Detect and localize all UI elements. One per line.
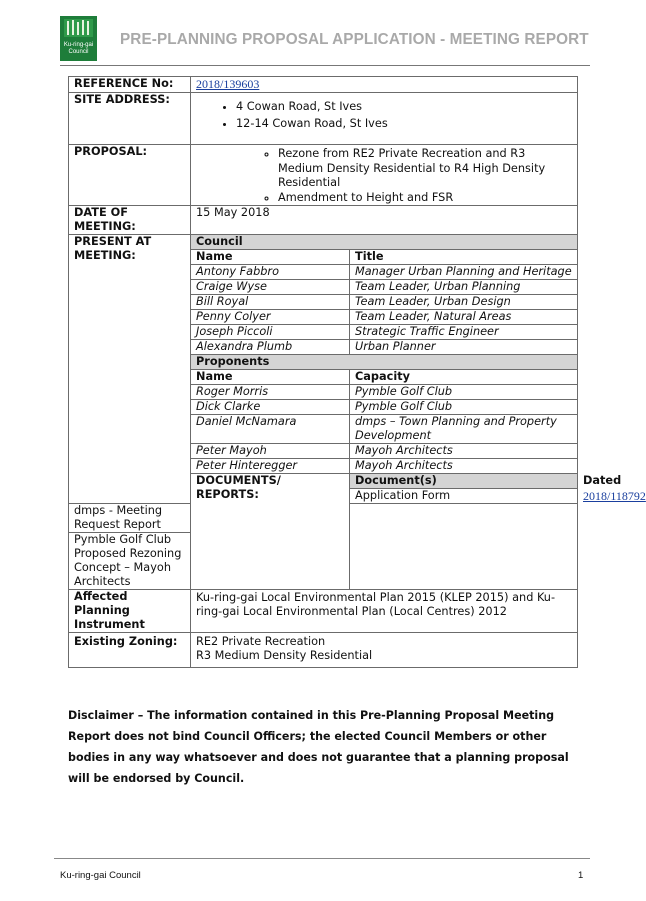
existing-zoning-label: Existing Zoning: xyxy=(69,633,191,668)
disclaimer-text: Disclaimer – The information contained in this Pre-Planning Proposal Meeting Report does not bind Council Officers; the elected Council Members or other bodies in any way whatsoever and does not guarantee that a planning proposal will be endorsed by Council. xyxy=(68,709,569,785)
meeting-report-table: REFERENCE No: 2018/139603 SITE ADDRESS: • 4 Cowan Road, St Ives • 12-14 Cowan Road, St Ives PROPOSAL: ◦ Rezone from RE2 Private Recreation and R3 Medium Density Residential to R4 High Density Residential ◦ Amendment to Height and FSR DATE OF MEETING: 15 May 2018 PRESENT AT MEETING: Council Name Title Antony Fabbro Manager Urban Planning and Heritage Craige Wyse Team Leader, Urban Planning Bill Royal Team Leader, Urban Design Penny Colyer Team Leader, Natural Areas Joseph Piccoli Strategic Traffic Engineer Alexandra Plumb Urban Planner Proponents Name Capacity Roger Morris Pymble Golf Club Dick Clarke Pymble Golf Club Daniel McNamara dmps – Town Planning and Property Development Peter Mayoh Mayoh Architects Peter Hinteregger Mayoh Architects DOCUMENTS/ REPORTS: Document(s) Dated Application Form 2018/118792 dmps - Meeting Request Report Pymble Golf Club Proposed Rezoning Concept – Mayoh Architects Affected Planning Instrument Ku-ring-gai Local Environmental Plan 2015 (KLEP 2015) and Ku-ring-gai Local Environmental Plan (Local Centres) 2012 Existing Zoning: RE2 Private Recreation R3 Medium Density Residential xyxy=(68,76,578,668)
documents-header: Document(s) xyxy=(350,474,578,489)
page-number: 1 xyxy=(578,870,584,881)
attendee-title: Team Leader, Urban Planning xyxy=(350,280,578,295)
proposal-item: ◦ Amendment to Height and FSR xyxy=(278,191,572,206)
logo-text-line2: Council xyxy=(68,49,89,55)
documents-dated-link[interactable]: 2018/118792 xyxy=(583,489,646,503)
document-item: dmps - Meeting Request Report xyxy=(69,504,191,533)
proponent-capacity: Pymble Golf Club xyxy=(350,400,578,415)
present-label: PRESENT AT MEETING: xyxy=(69,235,191,504)
attendee-name: Craige Wyse xyxy=(191,280,350,295)
attendee-title: Manager Urban Planning and Heritage xyxy=(350,265,578,280)
tree-logo-icon xyxy=(64,19,93,37)
proponent-name: Peter Hinteregger xyxy=(191,459,350,474)
footer-organisation: Ku-ring-gai Council xyxy=(60,870,141,881)
document-item: Pymble Golf Club Proposed Rezoning Concept – Mayoh Architects xyxy=(69,533,191,590)
attendee-name: Alexandra Plumb xyxy=(191,340,350,355)
site-address-cell xyxy=(191,93,578,145)
council-heading: Council xyxy=(191,235,578,250)
date-label: DATE OF MEETING: xyxy=(69,206,191,235)
site-address-label: SITE ADDRESS: xyxy=(69,93,191,145)
date-value: 15 May 2018 xyxy=(191,206,578,235)
council-title-header: Title xyxy=(350,250,578,265)
page-title: PRE-PLANNING PROPOSAL APPLICATION - MEETING REPORT xyxy=(120,31,589,48)
proposal-label: PROPOSAL: xyxy=(69,145,191,206)
planning-instrument-label: Affected Planning Instrument xyxy=(69,590,191,633)
site-address-item: • 4 Cowan Road, St Ives xyxy=(236,98,572,115)
attendee-title: Team Leader, Urban Design xyxy=(350,295,578,310)
proponent-name: Daniel McNamara xyxy=(191,415,350,444)
attendee-name: Joseph Piccoli xyxy=(191,325,350,340)
attendee-name: Penny Colyer xyxy=(191,310,350,325)
reference-link[interactable]: 2018/139603 xyxy=(196,77,260,91)
planning-instrument-value: Ku-ring-gai Local Environmental Plan 2015 (KLEP 2015) and Ku-ring-gai Local Environmental Plan (Local Centres) 2012 xyxy=(191,590,578,633)
proponent-name: Roger Morris xyxy=(191,385,350,400)
attendee-name: Antony Fabbro xyxy=(191,265,350,280)
attendee-title: Strategic Traffic Engineer xyxy=(350,325,578,340)
site-address-item: • 12-14 Cowan Road, St Ives xyxy=(236,115,572,132)
proposal-cell xyxy=(191,145,578,206)
attendee-name: Bill Royal xyxy=(191,295,350,310)
council-logo xyxy=(60,16,97,61)
proponent-capacity: Pymble Golf Club xyxy=(350,385,578,400)
council-name-header: Name xyxy=(191,250,350,265)
proponent-capacity: dmps – Town Planning and Property Development xyxy=(350,415,578,444)
proposal-item: ◦ Rezone from RE2 Private Recreation and R3 Medium Density Residential to R4 High Density Residential xyxy=(278,147,572,191)
proponent-capacity: Mayoh Architects xyxy=(350,459,578,474)
footer-divider xyxy=(54,858,590,859)
attendee-title: Team Leader, Natural Areas xyxy=(350,310,578,325)
reference-label: REFERENCE No: xyxy=(69,77,191,93)
attendee-title: Urban Planner xyxy=(350,340,578,355)
zoning-item: R3 Medium Density Residential xyxy=(196,649,373,662)
proponent-name: Dick Clarke xyxy=(191,400,350,415)
existing-zoning-cell xyxy=(191,633,578,668)
proponent-capacity: Mayoh Architects xyxy=(350,444,578,459)
logo-text-line1: Ku-ring-gai xyxy=(63,42,94,48)
proponents-name-header: Name xyxy=(191,370,350,385)
proponents-heading: Proponents xyxy=(191,355,578,370)
header-divider xyxy=(60,65,590,66)
proponent-name: Peter Mayoh xyxy=(191,444,350,459)
proponents-capacity-header: Capacity xyxy=(350,370,578,385)
zoning-item: RE2 Private Recreation xyxy=(196,635,326,648)
document-item: Application Form xyxy=(350,489,578,504)
documents-label: DOCUMENTS/ REPORTS: xyxy=(191,474,350,590)
